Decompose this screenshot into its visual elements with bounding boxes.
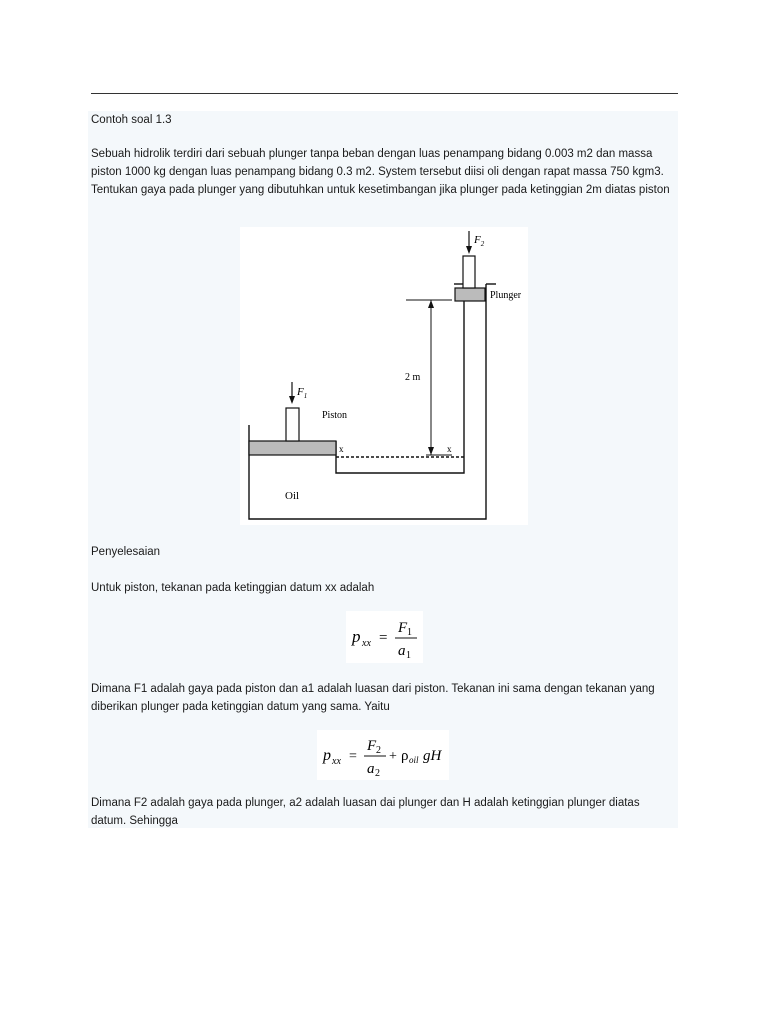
eq1-lhs: p	[352, 627, 361, 646]
hydraulic-diagram	[240, 227, 528, 525]
equation-1	[346, 611, 423, 663]
eq2-numerator: F	[367, 738, 377, 754]
container-outer-wall	[249, 284, 486, 519]
label-oil: Oil	[285, 490, 300, 502]
piston-plate	[249, 441, 336, 455]
example-heading: Contoh soal 1.3	[91, 114, 172, 126]
eq2-numerator-sub: 2	[376, 745, 381, 756]
eq2-denominator: a	[367, 761, 375, 777]
label-x-left: x	[339, 444, 344, 454]
eq1-lhs-sub: xx	[362, 638, 371, 649]
eq1-denominator: a	[398, 643, 406, 659]
plunger-rod	[463, 256, 475, 288]
equation-2-svg	[317, 730, 449, 780]
eq2-rho: ρ	[401, 748, 409, 764]
eq2-lhs: p	[323, 747, 331, 764]
label-piston: Piston	[322, 410, 348, 421]
label-f2: $F_2$	[474, 234, 485, 248]
equation-2	[317, 730, 449, 780]
paragraph-3: Dimana F2 adalah gaya pada plunger, a2 adalah luasan dai plunger dan H adalah ketinggian plunger diatas datum. Sehingga	[91, 797, 640, 827]
eq1-numerator: F	[398, 620, 408, 636]
eq1-numerator-sub: 1	[407, 627, 412, 638]
eq2-lhs-sub: xx	[332, 756, 341, 767]
eq1-equals: =	[379, 630, 388, 646]
label-plunger: Plunger	[490, 290, 522, 301]
eq2-plus: +	[389, 749, 397, 764]
eq2-equals: =	[349, 749, 357, 764]
paragraph-1: Untuk piston, tekanan pada ketinggian datum xx adalah	[91, 582, 375, 594]
hydraulic-diagram-svg	[240, 227, 528, 525]
label-height: 2 m	[405, 372, 421, 383]
label-f1: $F_1$	[297, 386, 308, 400]
label-x-right: x	[447, 444, 452, 454]
top-divider	[91, 93, 678, 94]
problem-statement: Sebuah hidrolik terdiri dari sebuah plunger tanpa beban dengan luas penampang bidang 0.003 m2 dan massa piston 1000 kg dengan luas penampang bidang 0.3 m2. System tersebut diisi oli dengan rapat massa 750 kgm3. Tentukan gaya pada plunger yang dibutuhkan untuk kesetimbangan jika plunger pada ketinggian 2m diatas piston	[91, 148, 670, 196]
eq1-denominator-sub: 1	[406, 650, 411, 661]
eq2-tail: gH	[423, 748, 442, 764]
eq2-rho-sub: oil	[409, 755, 419, 765]
container-inner-wall	[336, 284, 464, 473]
piston-rod	[286, 408, 299, 441]
document-body	[88, 111, 678, 828]
solution-heading: Penyelesaian	[91, 546, 161, 558]
paragraph-2: Dimana F1 adalah gaya pada piston dan a1 adalah luasan dari piston. Tekanan ini sama dengan tekanan yang diberikan plunger pada ketinggian datum yang sama. Yaitu	[91, 683, 655, 713]
eq2-denominator-sub: 2	[375, 768, 380, 779]
plunger-plate	[455, 288, 485, 301]
equation-1-svg	[346, 611, 423, 663]
